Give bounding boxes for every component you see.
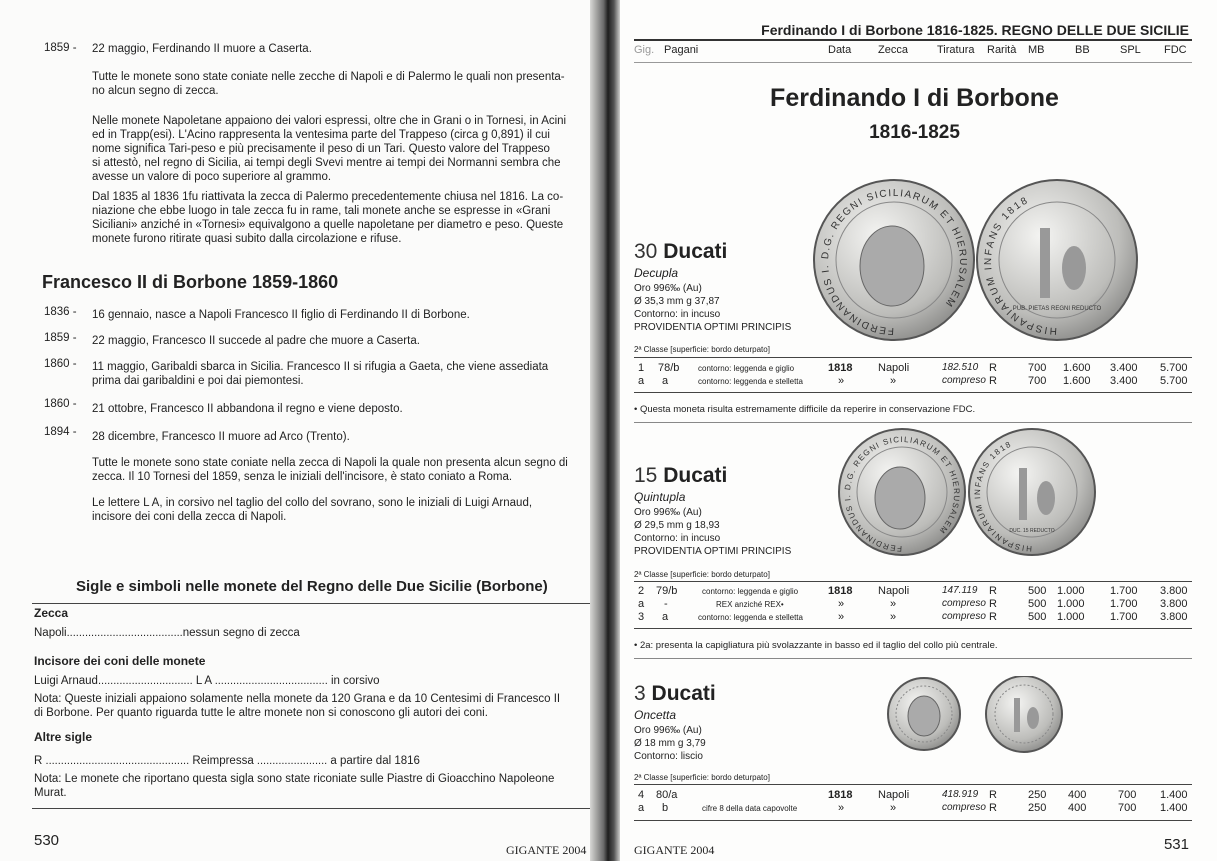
cell-pagani: 80/a — [656, 789, 678, 801]
column-icon — [1040, 228, 1050, 298]
cell-rarita: R — [989, 375, 997, 387]
coin-name: Ducati — [651, 682, 716, 705]
cell-tiratura: compreso — [942, 611, 986, 622]
spec-line: Contorno: in incuso — [634, 533, 721, 544]
coin-title — [634, 464, 727, 488]
cell-gig: 2 — [638, 585, 645, 597]
text-line: no alcun segno di zecca. — [92, 85, 219, 97]
coin-name: Ducati — [663, 464, 728, 487]
paragraph-values — [92, 114, 592, 184]
text-line: avesse un valore di poco superiore al grammo. — [92, 171, 332, 183]
incisore-label: Luigi Arnaud — [34, 675, 98, 687]
coin-specs — [634, 282, 791, 334]
table-row — [612, 789, 1217, 803]
year-label: 1860 - — [44, 358, 77, 370]
spec-line: Contorno: liscio — [634, 751, 703, 762]
divider — [634, 39, 1192, 41]
cell-note: contorno: leggenda e stelletta — [698, 613, 803, 622]
text-line: Tutte le monete sono state coniate nella zecca di Napoli la quale non presenta alcun segno di — [92, 457, 568, 469]
col-zecca: Zecca — [878, 44, 908, 56]
zecca-line — [34, 626, 300, 640]
cell-bb: 1.000 — [1057, 598, 1085, 610]
divider — [634, 392, 1192, 393]
nota-incisore — [34, 692, 594, 720]
cell-rarita: R — [989, 802, 997, 814]
ruler-years: 1816-1825 — [869, 122, 960, 143]
leader-dots: ....................... — [256, 755, 328, 767]
text-line: niazione che ebbe luogo in tale zecca fu in rame, tali monete anche se espresse in «Grani — [92, 205, 551, 217]
cell-data: 1818 — [828, 585, 853, 597]
year-label: 1859 - — [44, 332, 77, 344]
column-header — [612, 44, 1217, 60]
cell-zecca: » — [890, 611, 897, 623]
spec-line: Oro 996‰ (Au) — [634, 507, 702, 518]
coin-specs — [634, 506, 791, 558]
cell-note: contorno: leggenda e stelletta — [698, 377, 803, 386]
text-line: nome significa Tari-peso e più precisamente il peso di un Tari. Questo valore del Trappeso — [92, 143, 550, 155]
leader-dots: ............................... — [97, 675, 193, 687]
col-pagani: Pagani — [664, 44, 699, 56]
coin-specs — [634, 724, 706, 763]
incisore-value: in corsivo — [330, 675, 380, 687]
cell-fdc: 5.700 — [1160, 375, 1188, 387]
cell-zecca: » — [890, 598, 897, 610]
shield-icon — [1062, 246, 1086, 290]
cell-fdc: 3.800 — [1160, 585, 1188, 597]
cell-pagani: a — [662, 375, 669, 387]
coin-subtitle: Decupla — [634, 266, 679, 280]
cell-zecca: Napoli — [878, 585, 910, 597]
divider — [32, 603, 592, 604]
coin-30-ducati-images — [812, 178, 1142, 343]
cell-mb: 250 — [1028, 802, 1047, 814]
paragraph-palermo — [92, 190, 592, 246]
text-line: Nota: Le monete che riportano questa sigla sono state riconiate sulle Piastre di Gioacchino Napoleone — [34, 773, 555, 785]
cell-bb: 1.600 — [1063, 375, 1091, 387]
sigle-title: Sigle e simboli nelle monete del Regno delle Due Sicilie (Borbone) — [76, 578, 548, 595]
coin-name: Ducati — [663, 240, 728, 263]
page-number: 531 — [1163, 836, 1189, 853]
event-text: 28 dicembre, Francesco II muore ad Arco (Trento). — [92, 431, 350, 443]
divider — [634, 820, 1192, 821]
cell-pagani: b — [662, 802, 669, 814]
cell-tiratura: compreso — [942, 598, 986, 609]
event-text: 22 maggio, Francesco II succede al padre che muore a Caserta. — [92, 335, 420, 347]
coin-reverse — [969, 429, 1095, 555]
text-line: di Borbone. Per quanto riguarda tutte le altre monete non si conoscono gli autori dei coni. — [34, 707, 488, 719]
cell-bb: 1.600 — [1063, 362, 1091, 374]
incisore-heading: Incisore dei coni delle monete — [34, 654, 206, 668]
page-number: 530 — [34, 832, 60, 849]
event-text: 16 gennaio, nasce a Napoli Francesco II figlio di Ferdinando II di Borbone. — [92, 309, 470, 321]
text-line: Dal 1835 al 1836 1fu riattivata la zecca di Palermo precedentemente chiusa nel 1816. La co- — [92, 191, 564, 203]
altre-label: R — [34, 755, 43, 767]
cell-gig: 3 — [638, 611, 645, 623]
table-row — [612, 362, 1217, 376]
altre-tail: a partire dal 1816 — [330, 755, 420, 767]
divider — [634, 357, 1192, 358]
table-row — [612, 598, 1217, 612]
coin-class: 2ª Classe [superficie: bordo deturpato] — [634, 345, 770, 354]
spec-line: Ø 18 mm g 3,79 — [634, 738, 706, 749]
cell-rarita: R — [989, 789, 997, 801]
cell-data: » — [838, 802, 845, 814]
cell-rarita: R — [989, 362, 997, 374]
altre-line — [34, 754, 420, 768]
col-gig: Gig. — [634, 44, 655, 56]
col-mb: MB — [1028, 44, 1045, 56]
cell-fdc: 5.700 — [1160, 362, 1188, 374]
zecca-value: nessun segno di zecca — [182, 627, 300, 639]
cell-bb: 400 — [1068, 789, 1087, 801]
cell-pagani: 79/b — [656, 585, 678, 597]
cell-tiratura: 182.510 — [942, 362, 979, 373]
text-line: Le lettere L A, in corsivo nel taglio del collo del sovrano, sono le iniziali di Luigi Arnaud, — [92, 497, 533, 509]
cell-gig: 4 — [638, 789, 645, 801]
year-label: 1859 - — [44, 42, 77, 54]
cell-spl: 1.700 — [1110, 611, 1138, 623]
divider — [634, 581, 1192, 582]
cell-note: contorno: leggenda e giglio — [698, 364, 795, 373]
leader-dots: ..................................... — [214, 675, 328, 687]
cell-pagani: a — [662, 611, 669, 623]
coin-number: 3 — [634, 682, 646, 705]
event-text: 22 maggio, Ferdinando II muore a Caserta. — [92, 43, 312, 55]
cell-data: » — [838, 598, 845, 610]
table-row — [612, 585, 1217, 599]
cell-data: » — [838, 375, 845, 387]
coin-reverse — [977, 180, 1137, 340]
spec-line: Ø 29,5 mm g 18,93 — [634, 520, 720, 531]
cell-zecca: Napoli — [878, 789, 910, 801]
text-line: Nota: Queste iniziali appaiono solamente nella monete da 120 Grana e da 10 Centesimi di Francesco II — [34, 693, 561, 705]
spec-line: Oro 996‰ (Au) — [634, 283, 702, 294]
cell-data: 1818 — [828, 362, 853, 374]
text-line: 11 maggio, Garibaldi sbarca in Sicilia. Francesco II si rifugia a Gaeta, che viene assediata — [92, 361, 549, 373]
text-line: incisore dei coni della zecca di Napoli. — [92, 511, 287, 523]
text-line: Tutte le monete sono state coniate nelle zecche di Napoli e di Palermo le quali non presenta- — [92, 71, 565, 83]
coin-legend: HISPANIARUM INFANS 1818 — [982, 194, 1058, 337]
year-label: 1836 - — [44, 306, 77, 318]
cell-data: 1818 — [828, 789, 853, 801]
cell-mb: 500 — [1028, 598, 1047, 610]
cell-spl: 1.700 — [1110, 598, 1138, 610]
spec-line: Ø 35,3 mm g 37,87 — [634, 296, 720, 307]
cell-fdc: 1.400 — [1160, 789, 1188, 801]
cell-mb: 250 — [1028, 789, 1047, 801]
cell-spl: 1.700 — [1110, 585, 1138, 597]
coin-15-ducati-images — [838, 428, 1108, 558]
text-line: Nelle monete Napoletane appaiono dei valori espressi, oltre che in Grani o in Tornesi, in Acini — [92, 115, 567, 127]
coin-number: 15 — [634, 464, 658, 487]
cell-note: contorno: leggenda e giglio — [702, 587, 799, 596]
coin-number: 30 — [634, 240, 658, 263]
cell-mb: 500 — [1028, 611, 1047, 623]
table-row — [612, 802, 1217, 816]
cell-rarita: R — [989, 585, 997, 597]
cell-tiratura: 147.119 — [942, 585, 978, 596]
table-row — [612, 375, 1217, 389]
cell-fdc: 3.800 — [1160, 611, 1188, 623]
nota-sigla — [34, 772, 594, 800]
paragraph-initials — [92, 496, 592, 524]
cell-pagani: 78/b — [658, 362, 680, 374]
divider — [634, 658, 1192, 659]
coin-exergue: PUB. PIETAS REGNI REDUCTO — [1012, 306, 1102, 312]
cell-rarita: R — [989, 611, 997, 623]
year-label: 1860 - — [44, 398, 77, 410]
cell-bb: 1.000 — [1057, 585, 1085, 597]
portrait-head-icon — [860, 226, 924, 306]
cell-fdc: 1.400 — [1160, 802, 1188, 814]
cell-spl: 3.400 — [1110, 362, 1138, 374]
coin-legend: FERDINANDUS I. D.G. REGNI SICILIARUM ET HIERUSALEM — [843, 434, 962, 554]
col-bb: BB — [1075, 44, 1090, 56]
coin-class: 2ª Classe [superficie: bordo deturpato] — [634, 773, 770, 782]
incisore-mark: L A — [195, 675, 212, 687]
book-spine — [590, 0, 620, 861]
cell-fdc: 3.800 — [1160, 598, 1188, 610]
spec-line: PROVIDENTIA OPTIMI PRINCIPIS — [634, 546, 792, 557]
incisore-line — [34, 674, 380, 688]
col-data: Data — [828, 44, 852, 56]
coin-subtitle: Quintupla — [634, 490, 686, 504]
text-line: zecca. Il 10 Tornesi del 1859, senza le iniziali dell'incisore, è stato coniato a Roma. — [92, 471, 513, 483]
ruler-title: Ferdinando I di Borbone — [770, 84, 1059, 112]
table-row — [612, 611, 1217, 625]
zecca-label: Napoli — [34, 627, 67, 639]
text-line: prima dai garibaldini e poi dai piemontesi. — [92, 375, 304, 387]
col-spl: SPL — [1120, 44, 1141, 56]
cell-zecca: » — [890, 375, 897, 387]
cell-spl: 700 — [1118, 802, 1137, 814]
cell-tiratura: compreso — [942, 802, 986, 813]
divider — [634, 784, 1192, 785]
cell-gig: a — [638, 598, 645, 610]
cell-gig: a — [638, 375, 645, 387]
paragraph-francesco-mint — [92, 456, 592, 484]
shield-icon — [1037, 481, 1055, 515]
portrait-head-icon — [908, 696, 940, 736]
cell-gig: a — [638, 802, 645, 814]
cell-spl: 700 — [1118, 789, 1137, 801]
spec-line: Oro 996‰ (Au) — [634, 725, 702, 736]
cell-pagani: - — [664, 598, 668, 610]
right-page — [612, 0, 1217, 861]
coin-footnote: • 2a: presenta la capigliatura più svolazzante in basso ed il taglio del collo più centrale. — [634, 640, 998, 651]
spec-line: Contorno: in incuso — [634, 309, 721, 320]
text-line: ed in Trapp(esi). L'Acino rappresenta la ventesima parte del Trappeso (circa g 0,891) il cui — [92, 129, 550, 141]
col-rarita: Rarità — [987, 44, 1017, 56]
text-line: monete furono ritirate quasi subito dalla circolazione e rifuse. — [92, 233, 402, 245]
coin-reverse — [986, 676, 1062, 752]
coin-legend: HISPANIARUM INFANS 1818 — [972, 439, 1033, 554]
footer-title: GIGANTE 2004 — [634, 843, 715, 857]
coin-subtitle: Oncetta — [634, 708, 677, 722]
coin-title — [634, 682, 716, 706]
cell-note: REX anziché REX• — [716, 600, 784, 609]
col-tiratura: Tiratura — [937, 44, 975, 56]
cell-bb: 400 — [1068, 802, 1087, 814]
text-line: Siciliani» anziché in «Tornesi» equivalgono a quelle napoletane per diametro e peso. Queste — [92, 219, 564, 231]
cell-data: » — [838, 611, 845, 623]
divider — [634, 628, 1192, 629]
year-label: 1894 - — [44, 426, 77, 438]
zecca-heading: Zecca — [34, 606, 69, 620]
cell-zecca: Napoli — [878, 362, 910, 374]
coin-legend: FERDINANDUS I. D.G. REGNI SICILIARUM ET HIERUSALEM — [820, 187, 969, 337]
footer-title: GIGANTE 2004 — [506, 843, 587, 857]
coin-title — [634, 240, 727, 264]
leader-dots: ...................................... — [66, 627, 183, 639]
coin-class: 2ª Classe [superficie: bordo deturpato] — [634, 570, 770, 579]
cell-zecca: » — [890, 802, 897, 814]
cell-mb: 700 — [1028, 375, 1047, 387]
cell-mb: 500 — [1028, 585, 1047, 597]
column-icon — [1019, 468, 1027, 520]
cell-rarita: R — [989, 598, 997, 610]
cell-mb: 700 — [1028, 362, 1047, 374]
cell-tiratura: 418.919 — [942, 789, 979, 800]
altre-heading: Altre sigle — [34, 730, 93, 744]
running-head: Ferdinando I di Borbone 1816-1825. REGNO DELLE DUE SICILIE — [761, 22, 1189, 38]
divider — [634, 422, 1192, 423]
cell-gig: 1 — [638, 362, 645, 374]
event-text: 21 ottobre, Francesco II abbandona il regno e viene deposto. — [92, 403, 403, 415]
divider — [32, 808, 592, 809]
cell-bb: 1.000 — [1057, 611, 1085, 623]
col-fdc: FDC — [1164, 44, 1187, 56]
coin-3-ducati-images — [884, 676, 1074, 756]
spec-line: PROVIDENTIA OPTIMI PRINCIPIS — [634, 322, 792, 333]
text-line: si attestò, nel regno di Sicilia, ai tempi degli Svevi mentre ai tempi dei Normanni sembra che — [92, 157, 561, 169]
text-line: Murat. — [34, 787, 67, 799]
event-text — [92, 360, 592, 388]
paragraph-mint — [92, 70, 592, 98]
left-page — [0, 0, 605, 861]
divider — [634, 62, 1192, 63]
altre-value: Reimpressa — [192, 755, 254, 767]
coin-exergue: DUC. 15 REDUCTO — [1009, 528, 1055, 534]
column-icon — [1014, 698, 1020, 732]
coin-footnote: • Questa moneta risulta estremamente difficile da reperire in conservazione FDC. — [634, 404, 976, 415]
leader-dots: ............................................... — [45, 755, 190, 767]
cell-tiratura: compreso — [942, 375, 986, 386]
shield-icon — [1027, 707, 1039, 729]
section-title: Francesco II di Borbone 1859-1860 — [42, 272, 339, 292]
cell-spl: 3.400 — [1110, 375, 1138, 387]
portrait-head-icon — [875, 467, 925, 529]
cell-note: cifre 8 della data capovolte — [702, 804, 798, 813]
